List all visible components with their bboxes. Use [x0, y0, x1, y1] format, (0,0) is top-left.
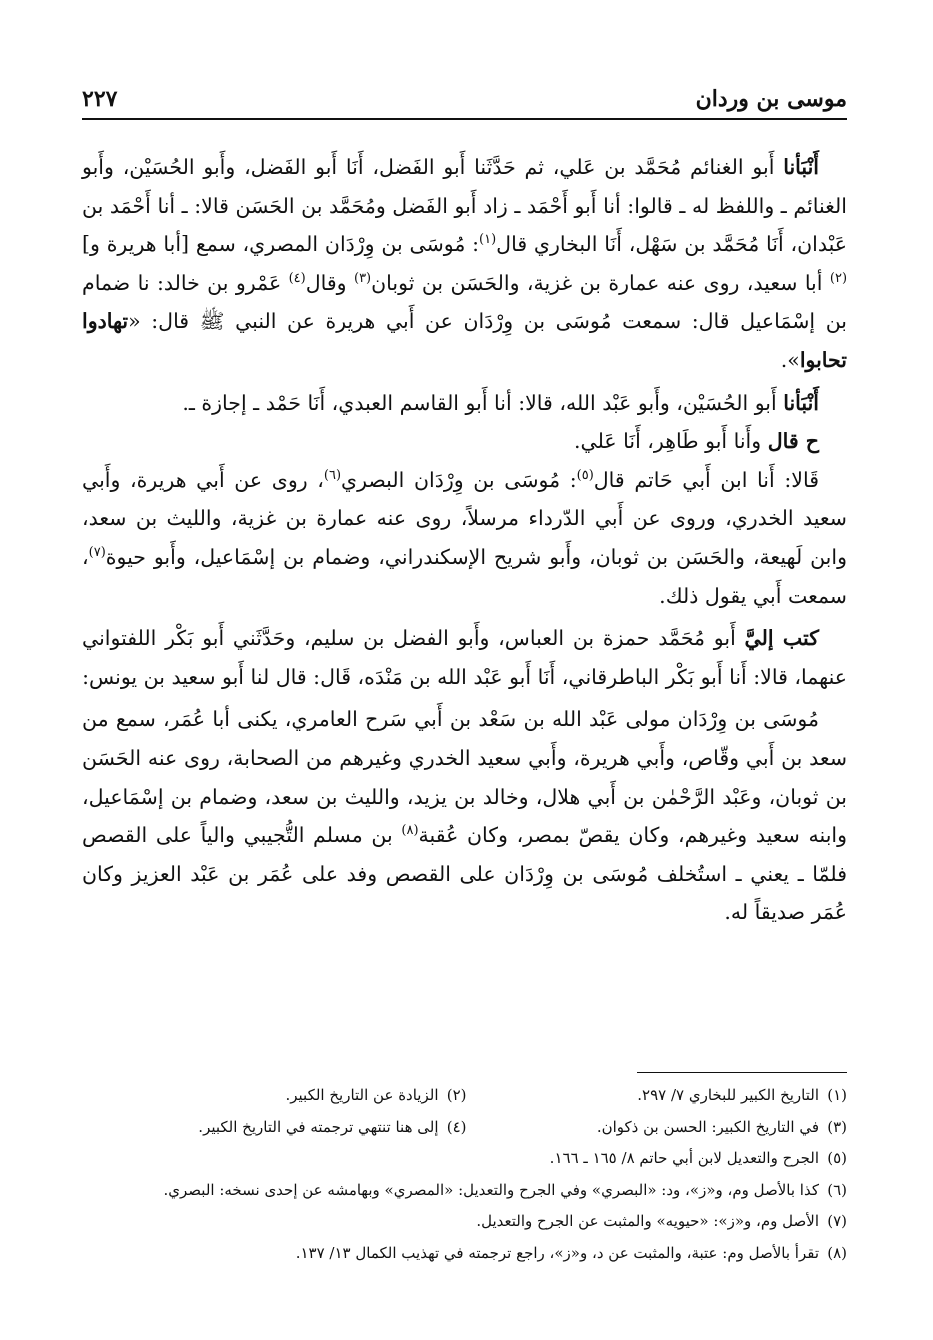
running-header: [82, 78, 847, 120]
paragraph-lead: أَنْبَأنا: [783, 155, 819, 179]
footnote-separator: [637, 1072, 847, 1073]
paragraph-lead: ح قال: [767, 429, 819, 454]
footnote-8: (٨)تقرأ بالأصل وم: عتبة، والمثبت عن د، و«ز»، راجع ترجمته في تهذيب الكمال ١٣/ ١٣٧.: [295, 1243, 847, 1262]
footnote-4: (٤)إلى هنا تنتهي ترجمته في التاريخ الكبير.: [198, 1117, 467, 1136]
footnote-row: [86, 1112, 847, 1144]
paragraph-1: أَنْبَأنا أَبو الغنائم مُحَمَّد بن عَلي، ثم حَدَّثَنا أَبو الفَضل، أَنَا أَبو الفَضل، وأَبو الحُسَيْن، وأَبو الغنائم ـ واللفظ له ـ قالوا: أنا أَبو أَحْمَد ـ زاد أَبو الفَضل ومُحَمَّد بن الحَسَن قالا: ـ أنا أَحْمَد بن عَبْدان، أَنَا مُحَمَّد بن سَهْل، أَنَا البخاري قال$^{(١)}$: مُوسَى بن وِرْدَان المصري، سمع [أبا هريرة و]$^{(٢)}$ أبا سعيد، روى عنه عمارة بن غزية، والحَسَن بن ثوبان$^{(٣)}$ وقال$^{(٤)}$ عَمْرو بن خالد: نا ضمام بن إسْمَاعيل قال: سمعت مُوسَى بن وِرْدَان عن أَبي هريرة عن النبي ﷺ قال: «تهادوا تحابوا».: [82, 155, 848, 372]
paragraph-lead: أَنْبَأنا: [783, 390, 819, 415]
footnote-ref: (٨): [401, 823, 419, 839]
paragraph-6: مُوسَى بن وِرْدَان مولى عَبْد الله بن سَعْد بن أَبي سَرح العامري، يكنى أبا عُمَر، سمع من سعد بن أَبي وقّاص، وأَبي هريرة، وأَبي سعيد الخدري وغيرهم من الصحابة، روى عنه الحَسَن بن ثوبان، وعَبْد الرَّحْمٰن بن أَبي هلال، وخالد بن يزيد، والليث بن سعد، وضمام بن إسْمَاعيل، وابنه سعيد وغيرهم، وكان يقصّ بمصر، وكان عُقبة$^{(٨)}$ بن مسلم التُّجيبي والياً على القصص فلمّا ـ يعني ـ استُخلف مُوسَى بن وِرْدَان على القصص وفد على عُمَر بن عَبْد العزيز وكان عُمَر صديقاً له.: [82, 707, 847, 925]
footnote-row: [86, 1080, 847, 1112]
footnote-1: (١)التاريخ الكبير للبخاري ٧/ ٢٩٧.: [637, 1086, 847, 1104]
footnote-ref: (٣): [353, 270, 372, 286]
footnote-6: (٦)كذا بالأصل وم، و«ز»، ود: «البصري» وفي الجرح والتعديل: «المصري» وبهامشه عن إحدى نسخه: البصري.: [163, 1180, 847, 1199]
footnote-ref: (١): [479, 232, 497, 248]
main-text: [82, 148, 847, 932]
footnote-2: (٢)الزيادة عن التاريخ الكبير.: [285, 1086, 467, 1104]
footnote-5: (٥)الجرح والتعديل لابن أبي حاتم ٨/ ١٦٥ ـ ١٦٦.: [549, 1149, 847, 1167]
footnote-ref: (٦): [323, 467, 342, 483]
page-number: ٢٢٧: [82, 86, 118, 112]
paragraph-5: كتب إليَّ أَبو مُحَمَّد حمزة بن العباس، وأَبو الفضل بن سليم، وحَدَّثَني أَبو بَكْر اللفتواني عنهما، قالا: أَنا أَبو بَكْر الباطرقاني، أَنَا أَبو عَبْد الله بن مَنْدَه، قَال: قال لنا أَبو سعيد بن يونس:: [82, 626, 847, 689]
paragraph-2: أَنْبَأنا أَبو الحُسَيْن، وأَبو عَبْد الله، قالا: أنا أَبو القاسم العبدي، أَنَا حَمْد ـ إجازة ـ.: [182, 390, 819, 415]
paragraph-3: ح قال وأَنا أَبو طَاهِر، أَنَا عَلي.: [573, 429, 819, 454]
footnote-3: (٣)في التاريخ الكبير: الحسن بن ذكوان.: [596, 1117, 847, 1136]
paragraph-4: قَالا: أَنا ابن أَبي حَاتم قال$^{(٥)}$: مُوسَى بن وِرْدَان البصري$^{(٦)}$، روى عن أَبي هريرة، وأَبي سعيد الخدري، وروى عن أَبي الدّرداء مرسلاً، روى عنه عمارة بن غزية، والليث بن سعد، وابن لَهيعة، والحَسَن بن ثوبان، وأَبو شريح الإسكندراني، وضمام بن إسْمَاعيل، وأَبو حيوة$^{(٧)}$، سمعت أَبي يقول ذلك.: [82, 467, 847, 608]
footnote-ref: (٥): [576, 467, 594, 483]
paragraph-lead: كتب إليَّ: [744, 626, 819, 651]
footnote-ref: (٤): [288, 270, 306, 286]
footnote-ref: (٧): [88, 545, 106, 561]
footnote-ref: (٢): [829, 270, 848, 286]
running-title: موسى بن وردان: [695, 86, 847, 112]
footnotes: [86, 1080, 847, 1269]
footnote-7: (٧)الأصل وم، و«ز»: «حيويه» والمثبت عن الجرح والتعديل.: [476, 1212, 847, 1230]
hadith-text: تهادوا تحابوا: [82, 309, 847, 372]
